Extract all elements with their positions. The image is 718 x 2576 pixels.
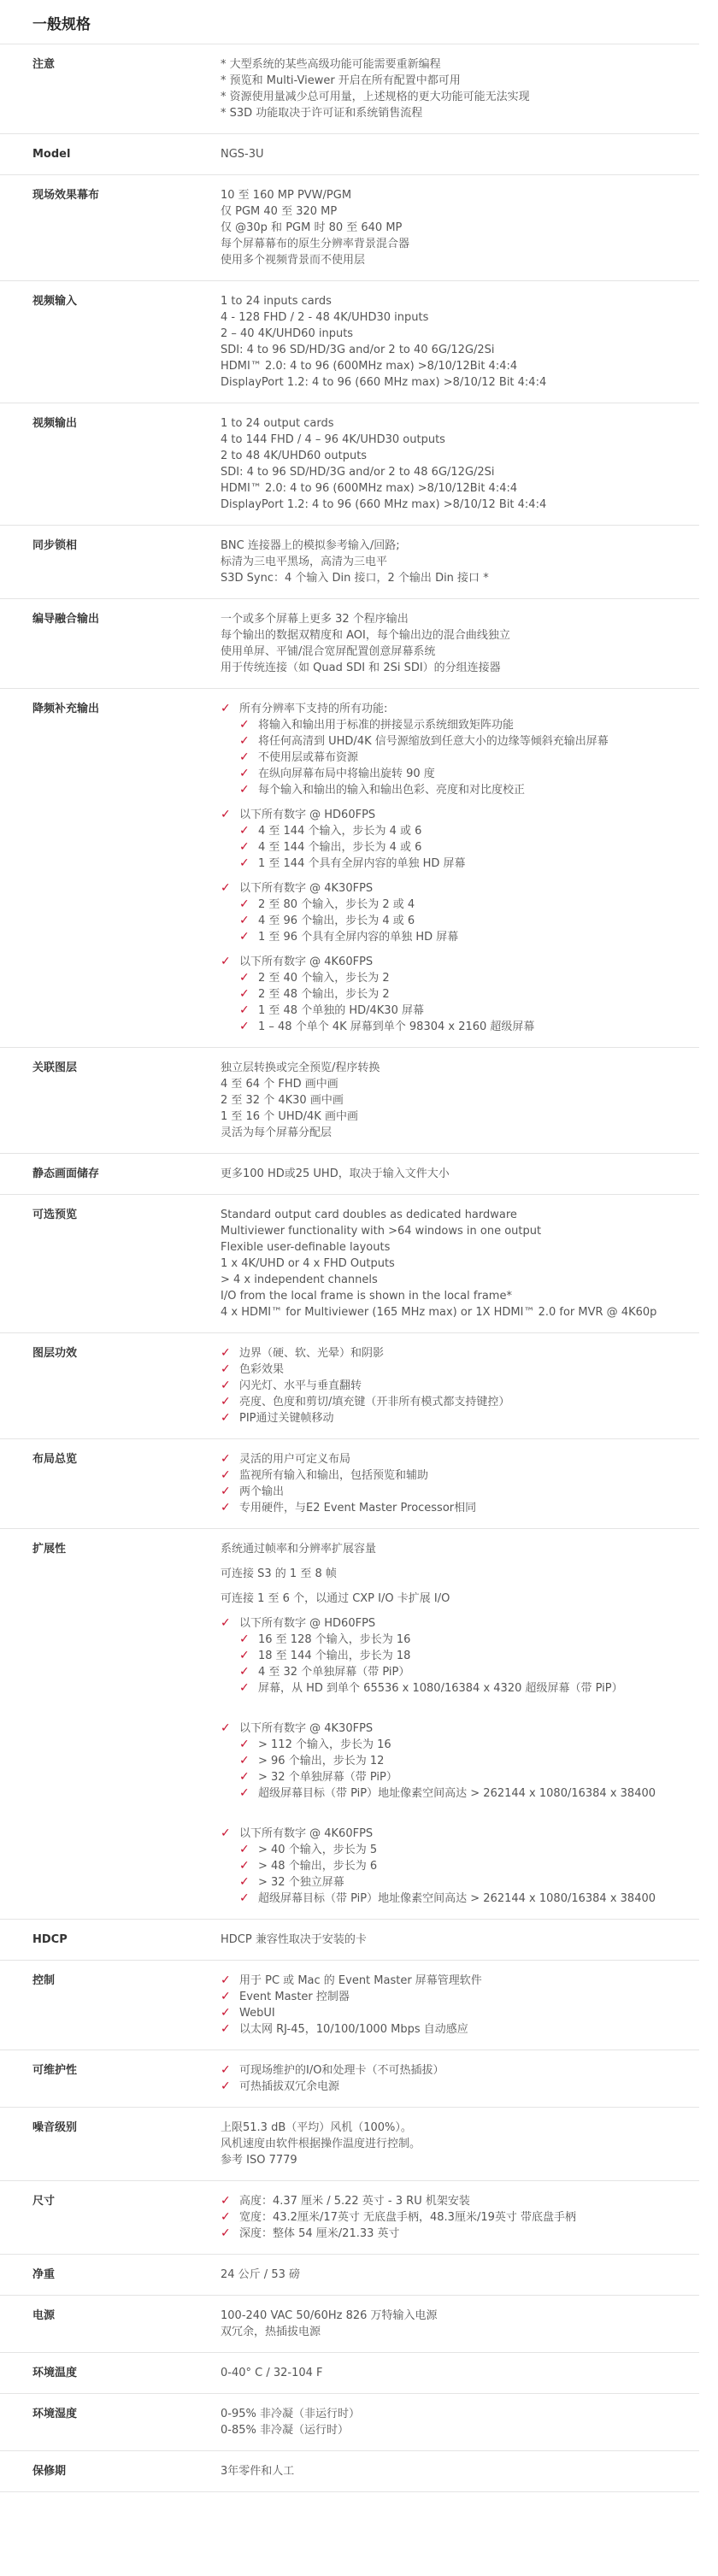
spec-line: 使用单屏、平铺/混合宽屏配置创意屏幕系统 xyxy=(221,645,436,658)
spec-line: 标清为三电平黑场，高清为三电平 xyxy=(221,556,388,568)
spec-value xyxy=(221,1060,699,1141)
checkmark-icon: ✓ xyxy=(239,914,250,927)
checkmark-icon: ✓ xyxy=(221,1395,231,1409)
spec-value xyxy=(221,187,699,268)
check-text: 宽度：43.2厘米/17英寸 无底盘手柄，48.3厘米/19英寸 带底盘手柄 xyxy=(239,2211,576,2224)
spec-label: 注意 xyxy=(32,58,56,71)
spec-line: I/O from the local frame is shown in the local frame* xyxy=(221,1290,512,1303)
checkmark-icon: ✓ xyxy=(221,702,231,715)
spec-value xyxy=(221,293,699,391)
check-text: 4 至 96 个输出，步长为 4 或 6 xyxy=(258,915,415,927)
spec-value xyxy=(221,1207,699,1320)
check-item xyxy=(221,1615,699,1632)
spec-row-maint xyxy=(0,2050,699,2108)
spec-value xyxy=(221,611,699,676)
checkmark-icon: ✓ xyxy=(221,1826,231,1840)
check-text: 2 至 80 个输入，步长为 2 或 4 xyxy=(258,898,415,911)
spec-line: 4 至 64 个 FHD 画中画 xyxy=(221,1078,338,1091)
check-item xyxy=(221,2062,699,2079)
check-text: 16 至 128 个输入，步长为 16 xyxy=(258,1633,411,1646)
spec-label: 环境温度 xyxy=(32,2367,78,2379)
spec-label: 噪音级别 xyxy=(32,2121,78,2134)
spec-value xyxy=(221,2463,699,2479)
check-item xyxy=(221,701,699,717)
spec-value xyxy=(221,1451,699,1516)
check-item xyxy=(221,913,699,929)
spec-line: 一个或多个屏幕上更多 32 个程序输出 xyxy=(221,613,409,626)
check-text: 2 至 40 个输入，步长为 2 xyxy=(258,972,390,985)
check-item xyxy=(221,1769,699,1785)
check-text: > 32 个单独屏幕（带 PiP） xyxy=(258,1771,397,1784)
spec-label: HDCP xyxy=(32,1933,68,1946)
check-text: 可现场维护的I/O和处理卡（不可热插拔） xyxy=(239,2064,444,2077)
spec-line: 4 - 128 FHD / 2 - 48 4K/UHD30 inputs xyxy=(221,311,429,324)
spec-line: 仅 PGM 40 至 320 MP xyxy=(221,205,338,218)
spec-row-vin xyxy=(0,281,699,403)
check-item xyxy=(221,1019,699,1035)
spec-line: * 预览和 Multi-Viewer 开启在所有配置中都可用 xyxy=(221,74,461,87)
spacer xyxy=(221,1582,699,1591)
check-text: 边界（硬、软、光晕）和阴影 xyxy=(239,1347,385,1360)
check-text: 深度：整体 54 厘米/21.33 英寸 xyxy=(239,2227,400,2240)
check-text: WebUI xyxy=(239,2007,275,2020)
spec-line: 10 至 160 MP PVW/PGM xyxy=(221,189,352,202)
spec-label: 环境湿度 xyxy=(32,2408,78,2420)
check-item xyxy=(221,1467,699,1484)
spec-label: 布局总览 xyxy=(32,1453,78,1466)
check-item xyxy=(221,1378,699,1394)
spec-line: NGS-3U xyxy=(221,148,264,161)
check-text: 将任何高清到 UHD/4K 信号源缩放到任意大小的边缘等倾斜充输出屏幕 xyxy=(258,735,609,748)
check-text: 专用硬件，与E2 Event Master Processor相同 xyxy=(239,1502,477,1514)
spacer xyxy=(221,1557,699,1566)
spec-value xyxy=(221,2062,699,2095)
check-item xyxy=(221,1484,699,1500)
spec-line: 参考 ISO 7779 xyxy=(221,2154,297,2167)
spec-line: 风机速度由软件根据操作温度进行控制。 xyxy=(221,2138,421,2150)
spec-row-scale xyxy=(0,689,699,1048)
checkmark-icon: ✓ xyxy=(239,856,250,870)
spec-line: 独立层转换或完全预览/程序转换 xyxy=(221,1062,380,1074)
spec-row-preview xyxy=(0,1195,699,1333)
spec-line: 仅 @30p 和 PGM 时 80 至 640 MP xyxy=(221,221,403,234)
spec-value xyxy=(221,2365,699,2381)
spacer xyxy=(221,1607,699,1615)
check-text: 4 至 144 个输入，步长为 4 或 6 xyxy=(258,825,422,838)
check-item xyxy=(221,1003,699,1019)
spacer xyxy=(221,1802,699,1826)
spec-label: 编导融合输出 xyxy=(32,613,100,626)
checkmark-icon: ✓ xyxy=(221,1379,231,1392)
check-text: 1 – 48 个单个 4K 屏幕到单个 98304 x 2160 超级屏幕 xyxy=(258,1020,535,1033)
check-text: 以太网 RJ-45，10/100/1000 Mbps 自动感应 xyxy=(239,2023,468,2036)
spec-label: 现场效果幕布 xyxy=(32,189,100,202)
check-text: 以下所有数字 @ HD60FPS xyxy=(239,809,376,821)
spec-row-control xyxy=(0,1961,699,2050)
check-item xyxy=(221,782,699,798)
spec-line: 每个输出的数据双精度和 AOI，每个输出边的混合曲线独立 xyxy=(221,629,510,642)
spec-line: 双冗余，热插拔电源 xyxy=(221,2326,321,2338)
check-item xyxy=(221,2021,699,2038)
checkmark-icon: ✓ xyxy=(221,1468,231,1482)
spec-line: 4 to 144 FHD / 4 – 96 4K/UHD30 outputs xyxy=(221,433,445,446)
spec-label: 净重 xyxy=(32,2268,56,2281)
check-item xyxy=(221,1362,699,1378)
checkmark-icon: ✓ xyxy=(221,1362,231,1376)
checkmark-icon: ✓ xyxy=(221,955,231,968)
spec-line: 2 to 48 4K/UHD60 outputs xyxy=(221,450,368,462)
check-item xyxy=(221,1648,699,1664)
check-text: 1 至 48 个单独的 HD/4K30 屏幕 xyxy=(258,1004,424,1017)
check-item xyxy=(221,766,699,782)
spec-row-layers xyxy=(0,1048,699,1154)
spec-row-humid xyxy=(0,2394,699,2451)
checkmark-icon: ✓ xyxy=(239,1003,250,1017)
checkmark-icon: ✓ xyxy=(239,1754,250,1767)
spec-line: 更多100 HD或25 UHD，取决于输入文件大小 xyxy=(221,1167,450,1180)
spec-line: 可连接 1 至 6 个，以通过 CXP I/O 卡扩展 I/O xyxy=(221,1592,450,1605)
check-item xyxy=(221,856,699,872)
check-text: 1 至 144 个具有全屏内容的单独 HD 屏幕 xyxy=(258,857,466,870)
spec-label: 控制 xyxy=(32,1974,56,1987)
checkmark-icon: ✓ xyxy=(239,1891,250,1905)
spec-value xyxy=(221,2308,699,2340)
check-item xyxy=(221,717,699,733)
check-item xyxy=(221,880,699,897)
check-item xyxy=(221,986,699,1003)
spec-row-model xyxy=(0,134,699,175)
check-item xyxy=(221,1664,699,1680)
check-item xyxy=(221,733,699,750)
spec-line: Flexible user-definable layouts xyxy=(221,1241,391,1254)
spec-label: 电源 xyxy=(32,2309,56,2322)
checkmark-icon: ✓ xyxy=(239,1786,250,1800)
checkmark-icon: ✓ xyxy=(239,1843,250,1856)
check-item xyxy=(221,1858,699,1874)
spec-label: 静态画面储存 xyxy=(32,1167,100,1180)
spec-line: SDI: 4 to 96 SD/HD/3G and/or 2 to 40 6G/12G/2Si xyxy=(221,344,495,356)
spec-line: 上限51.3 dB（平均）风机（100%）。 xyxy=(221,2121,412,2134)
checkmark-icon: ✓ xyxy=(221,1616,231,1630)
spec-value xyxy=(221,56,699,121)
checkmark-icon: ✓ xyxy=(239,1632,250,1646)
spec-value xyxy=(221,146,699,162)
spec-row-expand xyxy=(0,1529,699,1920)
check-item xyxy=(221,2079,699,2095)
check-text: 高度：4.37 厘米 / 5.22 英寸 - 3 RU 机架安装 xyxy=(239,2195,470,2208)
checkmark-icon: ✓ xyxy=(239,840,250,854)
check-text: 两个输出 xyxy=(239,1485,285,1498)
spec-label: 降频补充输出 xyxy=(32,703,100,715)
check-text: 4 至 32 个单独屏幕（带 PiP） xyxy=(258,1666,410,1679)
check-item xyxy=(221,1451,699,1467)
check-text: 可热插拔双冗余电源 xyxy=(239,2080,340,2093)
check-item xyxy=(221,1842,699,1858)
check-item xyxy=(221,1394,699,1410)
check-item xyxy=(221,1720,699,1737)
spec-line: Multiviewer functionality with >64 windows in one output xyxy=(221,1225,542,1238)
check-text: 超级屏幕目标（带 PiP）地址像素空间高达 > 262144 x 1080/16384 x 38400 xyxy=(258,1892,656,1905)
spec-line: > 4 x independent channels xyxy=(221,1273,378,1286)
spec-line: 2 至 32 个 4K30 画中画 xyxy=(221,1094,344,1107)
check-item xyxy=(221,1410,699,1426)
spacer xyxy=(221,798,699,807)
spec-line: 1 至 16 个 UHD/4K 画中画 xyxy=(221,1110,358,1123)
spec-value xyxy=(221,1973,699,2038)
check-item xyxy=(221,1632,699,1648)
checkmark-icon: ✓ xyxy=(221,1485,231,1498)
spec-label: 扩展性 xyxy=(32,1543,67,1556)
spec-line: 0-85% 非冷凝（运行时） xyxy=(221,2424,349,2437)
spec-line: 1 x 4K/UHD or 4 x FHD Outputs xyxy=(221,1257,395,1270)
spec-table xyxy=(19,44,699,2492)
spec-line: 每个屏幕幕布的原生分辨率背景混合器 xyxy=(221,238,410,250)
spec-row-effects xyxy=(0,1333,699,1439)
check-text: 以下所有数字 @ HD60FPS xyxy=(239,1617,376,1630)
checkmark-icon: ✓ xyxy=(221,2079,231,2093)
check-item xyxy=(221,1785,699,1802)
spec-line: 24 公斤 / 53 磅 xyxy=(221,2268,300,2281)
spec-line: DisplayPort 1.2: 4 to 96 (660 MHz max) >8/10/12 Bit 4:4:4 xyxy=(221,376,547,389)
check-item xyxy=(221,1973,699,1989)
check-text: 以下所有数字 @ 4K30FPS xyxy=(239,1722,374,1735)
check-item xyxy=(221,2193,699,2209)
checkmark-icon: ✓ xyxy=(221,2022,231,2036)
check-item xyxy=(221,2005,699,2021)
check-text: 以下所有数字 @ 4K30FPS xyxy=(239,882,374,895)
checkmark-icon: ✓ xyxy=(221,1346,231,1360)
spec-line: 0-40° C / 32-104 F xyxy=(221,2367,323,2379)
check-item xyxy=(221,2226,699,2242)
spec-line: 系统通过帧率和分辨率扩展容量 xyxy=(221,1543,377,1556)
check-text: 在纵向屏幕布局中将输出旋转 90 度 xyxy=(258,768,435,780)
spec-line: HDMI™ 2.0: 4 to 96 (600MHz max) >8/10/12Bit 4:4:4 xyxy=(221,360,518,373)
spec-line: 100-240 VAC 50/60Hz 826 万特输入电源 xyxy=(221,2309,438,2322)
checkmark-icon: ✓ xyxy=(239,1770,250,1784)
check-text: > 48 个输出，步长为 6 xyxy=(258,1860,378,1873)
spec-line: 0-95% 非冷凝（非运行时） xyxy=(221,2408,360,2420)
check-item xyxy=(221,823,699,839)
check-text: 4 至 144 个输出，步长为 4 或 6 xyxy=(258,841,422,854)
spec-line: 可连接 S3 的 1 至 8 帧 xyxy=(221,1567,337,1580)
spec-value xyxy=(221,2120,699,2168)
spec-row-note xyxy=(0,44,699,134)
checkmark-icon: ✓ xyxy=(239,897,250,911)
spec-row-warranty xyxy=(0,2451,699,2492)
check-text: 每个输入和输出的输入和输出色彩、亮度和对比度校正 xyxy=(258,784,526,797)
checkmark-icon: ✓ xyxy=(239,987,250,1001)
checkmark-icon: ✓ xyxy=(221,2210,231,2224)
spec-value xyxy=(221,1345,699,1426)
spec-row-power xyxy=(0,2296,699,2353)
check-text: > 32 个独立屏幕 xyxy=(258,1876,344,1889)
checkmark-icon: ✓ xyxy=(221,2194,231,2208)
spec-label: 尺寸 xyxy=(32,2195,56,2208)
spec-row-sync xyxy=(0,526,699,599)
check-item xyxy=(221,1891,699,1907)
checkmark-icon: ✓ xyxy=(221,2226,231,2240)
spec-label: 关联图层 xyxy=(32,1062,78,1074)
check-text: 2 至 48 个输出，步长为 2 xyxy=(258,988,390,1001)
spec-label: 同步锁相 xyxy=(32,539,78,552)
check-text: 18 至 144 个输出，步长为 18 xyxy=(258,1650,411,1662)
checkmark-icon: ✓ xyxy=(221,1501,231,1514)
checkmark-icon: ✓ xyxy=(221,1452,231,1466)
check-text: 1 至 96 个具有全屏内容的单独 HD 屏幕 xyxy=(258,931,459,944)
check-item xyxy=(221,1680,699,1697)
check-text: 闪光灯、水平与垂直翻转 xyxy=(239,1379,362,1392)
spec-line: * 资源使用量减少总可用量，上述规格的更大功能可能无法实现 xyxy=(221,91,530,103)
spec-label: 图层功效 xyxy=(32,1347,78,1360)
checkmark-icon: ✓ xyxy=(239,1020,250,1033)
spec-line: HDMI™ 2.0: 4 to 96 (600MHz max) >8/10/12Bit 4:4:4 xyxy=(221,482,518,495)
check-text: 屏幕，从 HD 到单个 65536 x 1080/16384 x 4320 超级屏幕（带 PiP） xyxy=(258,1682,623,1695)
check-text: > 112 个输入，步长为 16 xyxy=(258,1738,391,1751)
check-text: 不使用层或幕布资源 xyxy=(258,751,359,764)
checkmark-icon: ✓ xyxy=(221,808,231,821)
checkmark-icon: ✓ xyxy=(221,2006,231,2020)
checkmark-icon: ✓ xyxy=(221,2063,231,2077)
spacer xyxy=(221,1697,699,1720)
spec-line: Standard output card doubles as dedicated hardware xyxy=(221,1209,517,1221)
spec-line: 1 to 24 output cards xyxy=(221,417,334,430)
check-item xyxy=(221,897,699,913)
check-text: 所有分辨率下支持的所有功能: xyxy=(239,703,388,715)
check-item xyxy=(221,807,699,823)
check-item xyxy=(221,750,699,766)
checkmark-icon: ✓ xyxy=(239,1875,250,1889)
spec-line: SDI: 4 to 96 SD/HD/3G and/or 2 to 48 6G/12G/2Si xyxy=(221,466,495,479)
check-item xyxy=(221,1989,699,2005)
spec-label: 视频输入 xyxy=(32,295,78,308)
check-text: 监视所有输入和输出，包括预览和辅助 xyxy=(239,1469,429,1482)
spec-value xyxy=(221,2406,699,2438)
spec-line: HDCP 兼容性取决于安装的卡 xyxy=(221,1933,367,1946)
spec-line: 使用多个视频背景而不使用层 xyxy=(221,254,366,267)
spec-row-mix xyxy=(0,599,699,689)
check-text: 亮度、色度和剪切/填充键（开非所有模式都支持键控） xyxy=(239,1396,510,1409)
spec-line: * S3D 功能取决于许可证和系统销售流程 xyxy=(221,107,423,120)
checkmark-icon: ✓ xyxy=(221,1990,231,2003)
checkmark-icon: ✓ xyxy=(221,1973,231,1987)
spec-label: Model xyxy=(32,148,71,161)
check-text: 超级屏幕目标（带 PiP）地址像素空间高达 > 262144 x 1080/16384 x 38400 xyxy=(258,1787,656,1800)
spec-row-size xyxy=(0,175,699,281)
spec-value xyxy=(221,1166,699,1182)
check-item xyxy=(221,1753,699,1769)
spec-line: 用于传统连接（如 Quad SDI 和 2Si SDI）的分组连接器 xyxy=(221,662,501,674)
check-item xyxy=(221,1345,699,1362)
spec-value xyxy=(221,2267,699,2283)
checkmark-icon: ✓ xyxy=(239,767,250,780)
check-text: > 96 个输出，步长为 12 xyxy=(258,1755,385,1767)
spec-line: BNC 连接器上的模拟参考输入/回路; xyxy=(221,539,400,552)
section-title: 一般规格 xyxy=(0,0,699,44)
check-text: 以下所有数字 @ 4K60FPS xyxy=(239,1827,374,1840)
checkmark-icon: ✓ xyxy=(239,824,250,838)
spec-row-hdcp xyxy=(0,1920,699,1961)
check-text: 将输入和输出用于标准的拼接显示系统细致矩阵功能 xyxy=(258,719,515,732)
spec-line: 1 to 24 inputs cards xyxy=(221,295,332,308)
check-text: > 40 个输入，步长为 5 xyxy=(258,1844,378,1856)
spec-row-vout xyxy=(0,403,699,526)
spec-value xyxy=(221,701,699,1035)
check-item xyxy=(221,1874,699,1891)
check-text: PIP通过关键帧移动 xyxy=(239,1412,334,1425)
spec-row-still xyxy=(0,1154,699,1195)
spec-row-temp xyxy=(0,2353,699,2394)
checkmark-icon: ✓ xyxy=(239,1649,250,1662)
spec-line: 4 x HDMI™ for Multiviewer (165 MHz max) or 1X HDMI™ 2.0 for MVR @ 4K60p xyxy=(221,1306,657,1319)
spec-row-dims xyxy=(0,2181,699,2255)
check-item xyxy=(221,1737,699,1753)
spec-line: 3年零件和人工 xyxy=(221,2465,295,2478)
checkmark-icon: ✓ xyxy=(239,734,250,748)
checkmark-icon: ✓ xyxy=(239,1681,250,1695)
spacer xyxy=(221,945,699,954)
spec-value xyxy=(221,1932,699,1948)
checkmark-icon: ✓ xyxy=(239,750,250,764)
check-text: 灵活的用户可定义布局 xyxy=(239,1453,351,1466)
spec-row-layout xyxy=(0,1439,699,1529)
check-item xyxy=(221,839,699,856)
spec-value xyxy=(221,2193,699,2242)
check-text: Event Master 控制器 xyxy=(239,1991,350,2003)
checkmark-icon: ✓ xyxy=(239,1665,250,1679)
spec-label: 视频输出 xyxy=(32,417,78,430)
checkmark-icon: ✓ xyxy=(239,930,250,944)
spec-row-noise xyxy=(0,2108,699,2181)
checkmark-icon: ✓ xyxy=(221,1721,231,1735)
checkmark-icon: ✓ xyxy=(239,783,250,797)
checkmark-icon: ✓ xyxy=(239,971,250,985)
spec-line: 灵活为每个屏幕分配层 xyxy=(221,1126,333,1139)
checkmark-icon: ✓ xyxy=(221,881,231,895)
check-item xyxy=(221,954,699,970)
check-item xyxy=(221,929,699,945)
spec-value xyxy=(221,415,699,513)
check-item xyxy=(221,1826,699,1842)
checkmark-icon: ✓ xyxy=(239,1738,250,1751)
check-text: 色彩效果 xyxy=(239,1363,285,1376)
checkmark-icon: ✓ xyxy=(239,718,250,732)
spec-value xyxy=(221,1541,699,1907)
check-item xyxy=(221,1500,699,1516)
checkmark-icon: ✓ xyxy=(221,1411,231,1425)
spec-line: * 大型系统的某些高级功能可能需要重新编程 xyxy=(221,58,441,71)
spec-value xyxy=(221,538,699,586)
spec-label: 可选预览 xyxy=(32,1209,78,1221)
checkmark-icon: ✓ xyxy=(239,1859,250,1873)
check-text: 用于 PC 或 Mac 的 Event Master 屏幕管理软件 xyxy=(239,1974,482,1987)
check-text: 以下所有数字 @ 4K60FPS xyxy=(239,956,374,968)
spacer xyxy=(221,872,699,880)
check-item xyxy=(221,2209,699,2226)
spec-label: 保修期 xyxy=(32,2465,67,2478)
spec-row-weight xyxy=(0,2255,699,2296)
check-item xyxy=(221,970,699,986)
spec-line: DisplayPort 1.2: 4 to 96 (660 MHz max) >8/10/12 Bit 4:4:4 xyxy=(221,498,547,511)
spec-line: S3D Sync：4 个输入 Din 接口，2 个输出 Din 接口 * xyxy=(221,572,489,585)
spec-label: 可维护性 xyxy=(32,2064,78,2077)
spec-line: 2 – 40 4K/UHD60 inputs xyxy=(221,327,354,340)
